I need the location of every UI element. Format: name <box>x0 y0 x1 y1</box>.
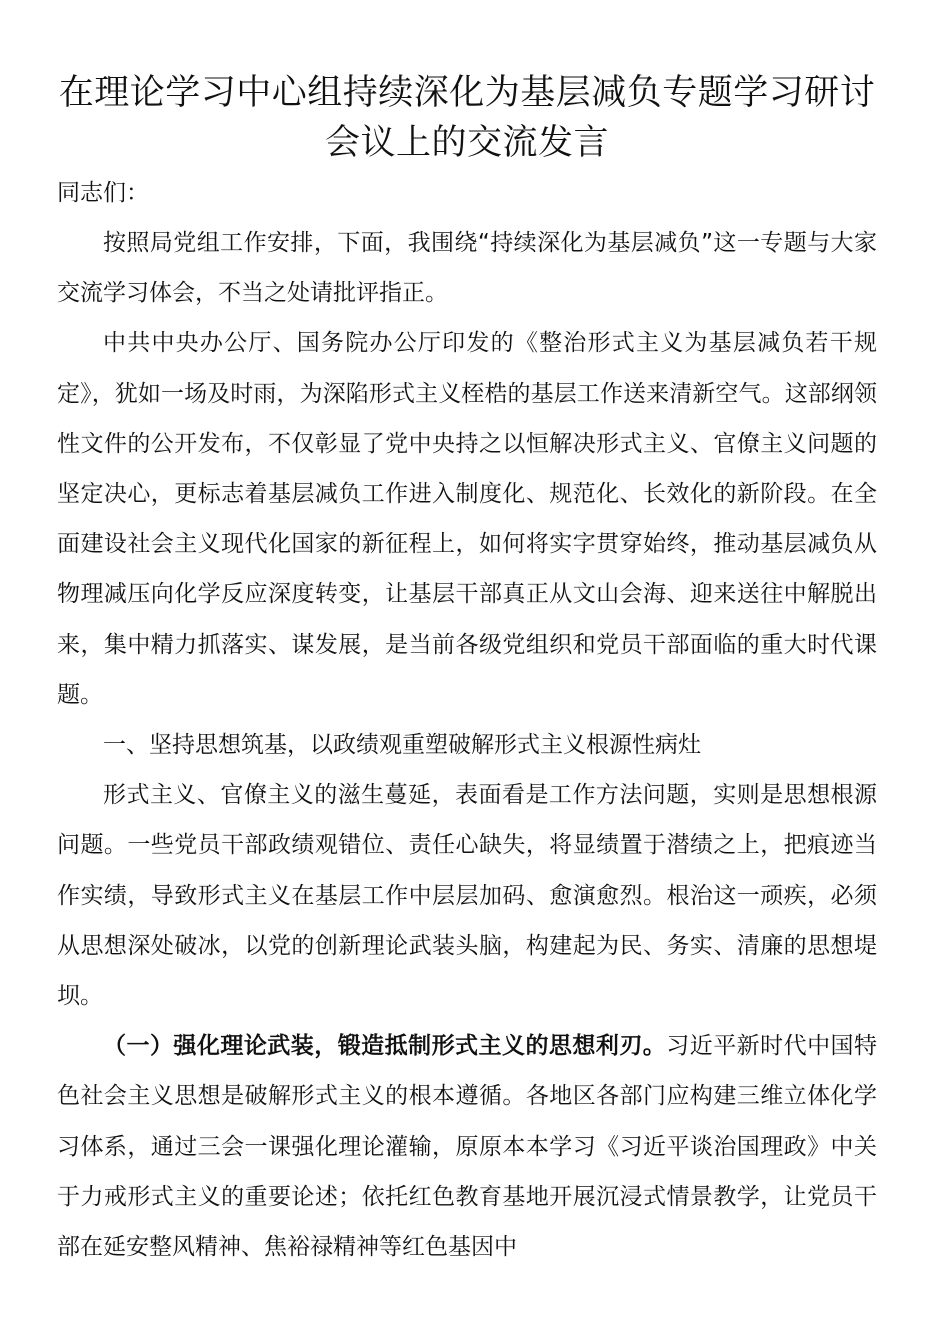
salutation: 同志们： <box>57 180 149 206</box>
paragraph-background: 中共中央办公厅、国务院办公厅印发的《整治形式主义为基层减负若干规定》，犹如一场及时雨，为深陷形式主义桎梏的基层工作送来清新空气。这部纲领性文件的公开发布，不仅彰显了党中央持之以恒解决形式主义、官僚主义问题的坚定决心，更标志着基层减负工作进入制度化、规范化、长效化的新阶段。在全面建设社会主义现代化国家的新征程上，如何将实字贯穿始终，推动基层减负从物理减压向化学反应深度转变，让基层干部真正从文山会海、迎来送往中解脱出来，集中精力抓落实、谋发展，是当前各级党组织和党员干部面临的重大时代课题。 <box>57 330 877 708</box>
document-title: 在理论学习中心组持续深化为基层减负专题学习研讨会议上的交流发言 <box>58 73 876 163</box>
section-heading-1: 一、坚持思想筑基，以政绩观重塑破解形式主义根源性病灶 <box>103 732 701 759</box>
paragraph-subsection-1 <box>57 1021 877 1272</box>
paragraph-intro: 按照局党组工作安排，下面，我围绕“持续深化为基层减负”这一专题与大家交流学习体会，不当之处请批评指正。 <box>57 230 877 307</box>
subsection-body: 习近平新时代中国特色社会主义思想是破解形式主义的根本遵循。各地区各部门应构建三维立体化学习体系，通过三会一课强化理论灌输，原原本本学习《习近平谈治国理政》中关于力戒形式主义的重要论述；依托红色教育基地开展沉浸式情景教学，让党员干部在延安整风精神、焦裕禄精神等红色基因中 <box>57 1033 877 1261</box>
paragraph-section-1: 形式主义、官僚主义的滋生蔓延，表面看是工作方法问题，实则是思想根源问题。一些党员干部政绩观错位、责任心缺失，将显绩置于潜绩之上，把痕迹当作实绩，导致形式主义在基层工作中层层加码、愈演愈烈。根治这一顽疾，必须从思想深处破冰，以党的创新理论武装头脑，构建起为民、务实、清廉的思想堤坝。 <box>57 782 877 1010</box>
subsection-lead: （一）强化理论武装，锻造抵制形式主义的思想利刃。 <box>103 1033 667 1060</box>
document-page <box>57 68 877 1272</box>
